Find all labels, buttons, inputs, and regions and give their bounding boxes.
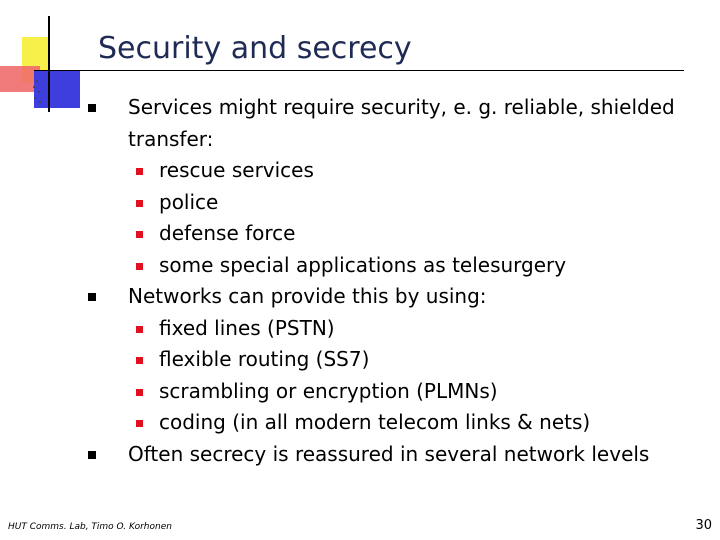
sub-bullet-text: coding (in all modern telecom links & nets) — [159, 410, 591, 434]
sub-bullet-item — [128, 313, 688, 345]
decor-vertical-line — [48, 16, 50, 112]
slide-title: Security and secrecy — [98, 31, 412, 66]
sub-bullet-item — [128, 250, 688, 282]
sub-bullet-item — [128, 187, 688, 219]
bullet-list — [128, 92, 688, 470]
sub-bullet-text: scrambling or encryption (PLMNs) — [159, 378, 498, 403]
sub-bullet-marker — [136, 168, 143, 175]
sub-bullet-marker — [136, 389, 143, 396]
sub-bullet-text: police — [159, 189, 219, 214]
decor-dots — [28, 78, 46, 104]
sub-bullet-marker — [136, 200, 143, 207]
sub-bullet-item — [128, 155, 688, 187]
sub-bullet-marker — [136, 231, 143, 238]
footer-author: HUT Comms. Lab, Timo O. Korhonen — [8, 522, 172, 532]
bullet-text: Networks can provide this by using: — [128, 284, 487, 308]
sub-bullet-text: defense force — [159, 221, 296, 245]
sub-bullet-marker — [136, 357, 143, 364]
bullet-item — [128, 92, 688, 155]
bullet-item — [128, 439, 688, 471]
sub-bullet-item — [128, 344, 688, 376]
sub-bullet-marker — [136, 263, 143, 270]
bullet-marker — [88, 451, 96, 459]
bullet-marker — [88, 293, 96, 301]
sub-bullet-text: fixed lines (PSTN) — [159, 315, 335, 340]
bullet-text: Services might require security, e. g. reliable, shielded transfer: — [128, 95, 675, 151]
sub-bullet-marker — [136, 420, 143, 427]
title-rule — [34, 70, 684, 71]
page-number: 30 — [695, 518, 712, 533]
sub-bullet-item — [128, 218, 688, 250]
bullet-text: Often secrecy is reassured in several network levels — [128, 441, 650, 466]
sub-bullet-item — [128, 376, 688, 408]
sub-bullet-text: rescue services — [159, 158, 314, 182]
sub-bullet-item — [128, 407, 688, 439]
sub-bullet-marker — [136, 326, 143, 333]
bullet-item — [128, 281, 688, 313]
sub-bullet-text: flexible routing (SS7) — [159, 347, 370, 371]
sub-bullet-text: some special applications as telesurgery — [159, 252, 567, 277]
bullet-marker — [88, 104, 96, 112]
